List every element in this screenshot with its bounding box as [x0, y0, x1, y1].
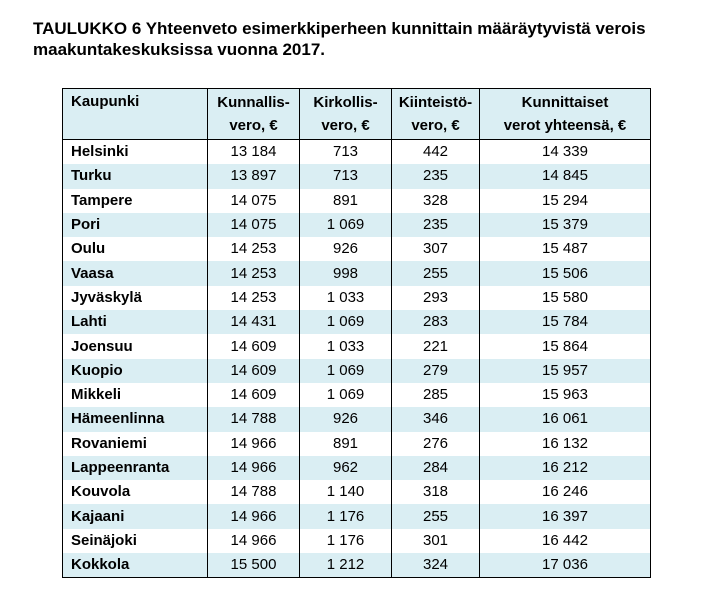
cell-total-tax: 16 397: [480, 504, 651, 528]
table-row: [63, 504, 651, 528]
cell-church-tax: 1 069: [300, 310, 392, 334]
cell-total-tax: 16 061: [480, 407, 651, 431]
cell-property-tax: 301: [392, 529, 480, 553]
cell-total-tax: 15 957: [480, 359, 651, 383]
cell-property-tax: 293: [392, 286, 480, 310]
cell-city: Hämeenlinna: [63, 407, 208, 431]
cell-city: Tampere: [63, 189, 208, 213]
table-row: [63, 286, 651, 310]
cell-municipal-tax: 15 500: [208, 553, 300, 578]
table-row: [63, 383, 651, 407]
cell-church-tax: 891: [300, 432, 392, 456]
cell-total-tax: 15 963: [480, 383, 651, 407]
cell-city: Kajaani: [63, 504, 208, 528]
cell-church-tax: 1 033: [300, 286, 392, 310]
table-row: [63, 553, 651, 578]
cell-church-tax: 1 069: [300, 359, 392, 383]
cell-church-tax: 891: [300, 189, 392, 213]
cell-church-tax: 1 069: [300, 383, 392, 407]
cell-church-tax: 1 033: [300, 334, 392, 358]
table-caption: [33, 18, 711, 60]
cell-total-tax: 14 339: [480, 140, 651, 165]
cell-church-tax: 1 212: [300, 553, 392, 578]
cell-property-tax: 279: [392, 359, 480, 383]
cell-total-tax: 15 864: [480, 334, 651, 358]
cell-property-tax: 307: [392, 237, 480, 261]
table-row: [63, 261, 651, 285]
tax-summary-table: [62, 88, 651, 578]
cell-church-tax: 1 176: [300, 529, 392, 553]
cell-city: Lahti: [63, 310, 208, 334]
cell-municipal-tax: 13 897: [208, 164, 300, 188]
cell-municipal-tax: 14 431: [208, 310, 300, 334]
cell-total-tax: 16 442: [480, 529, 651, 553]
cell-city: Mikkeli: [63, 383, 208, 407]
header-municipal-tax: Kunnallis- vero, €: [208, 89, 300, 140]
cell-church-tax: 713: [300, 140, 392, 165]
table-row: [63, 432, 651, 456]
table-row: [63, 310, 651, 334]
cell-city: Pori: [63, 213, 208, 237]
cell-city: Lappeenranta: [63, 456, 208, 480]
header-total-tax: Kunnittaiset verot yhteensä, €: [480, 89, 651, 140]
table-header-row: [63, 89, 651, 140]
table-row: [63, 407, 651, 431]
cell-city: Kuopio: [63, 359, 208, 383]
cell-municipal-tax: 14 966: [208, 529, 300, 553]
cell-municipal-tax: 14 966: [208, 456, 300, 480]
table-row: [63, 213, 651, 237]
cell-total-tax: 15 294: [480, 189, 651, 213]
table-row: [63, 359, 651, 383]
cell-total-tax: 16 132: [480, 432, 651, 456]
cell-total-tax: 15 506: [480, 261, 651, 285]
table-row: [63, 480, 651, 504]
cell-property-tax: 255: [392, 504, 480, 528]
cell-total-tax: 15 580: [480, 286, 651, 310]
cell-city: Jyväskylä: [63, 286, 208, 310]
cell-city: Vaasa: [63, 261, 208, 285]
cell-city: Rovaniemi: [63, 432, 208, 456]
caption-line-1: TAULUKKO 6 Yhteenveto esimerkkiperheen kunnittain määräytyvistä verois: [33, 19, 646, 38]
cell-municipal-tax: 14 966: [208, 504, 300, 528]
table-row: [63, 529, 651, 553]
cell-property-tax: 255: [392, 261, 480, 285]
caption-line-2: maakuntakeskuksissa vuonna 2017.: [33, 40, 325, 59]
cell-church-tax: 713: [300, 164, 392, 188]
cell-church-tax: 962: [300, 456, 392, 480]
cell-property-tax: 285: [392, 383, 480, 407]
cell-municipal-tax: 13 184: [208, 140, 300, 165]
cell-property-tax: 442: [392, 140, 480, 165]
table-row: [63, 456, 651, 480]
cell-property-tax: 346: [392, 407, 480, 431]
cell-municipal-tax: 14 609: [208, 334, 300, 358]
table-row: [63, 237, 651, 261]
table-row: [63, 334, 651, 358]
cell-total-tax: 16 246: [480, 480, 651, 504]
table-row: [63, 164, 651, 188]
cell-municipal-tax: 14 609: [208, 383, 300, 407]
cell-total-tax: 15 487: [480, 237, 651, 261]
cell-total-tax: 15 379: [480, 213, 651, 237]
cell-property-tax: 318: [392, 480, 480, 504]
cell-church-tax: 926: [300, 237, 392, 261]
cell-municipal-tax: 14 609: [208, 359, 300, 383]
cell-church-tax: 1 140: [300, 480, 392, 504]
table-row: [63, 189, 651, 213]
cell-municipal-tax: 14 075: [208, 213, 300, 237]
cell-total-tax: 17 036: [480, 553, 651, 578]
cell-church-tax: 998: [300, 261, 392, 285]
cell-city: Kouvola: [63, 480, 208, 504]
cell-property-tax: 276: [392, 432, 480, 456]
cell-municipal-tax: 14 966: [208, 432, 300, 456]
cell-property-tax: 235: [392, 164, 480, 188]
cell-city: Turku: [63, 164, 208, 188]
cell-city: Kokkola: [63, 553, 208, 578]
cell-property-tax: 283: [392, 310, 480, 334]
header-property-tax: Kiinteistö- vero, €: [392, 89, 480, 140]
cell-municipal-tax: 14 253: [208, 261, 300, 285]
cell-total-tax: 15 784: [480, 310, 651, 334]
cell-municipal-tax: 14 253: [208, 286, 300, 310]
cell-property-tax: 328: [392, 189, 480, 213]
cell-city: Seinäjoki: [63, 529, 208, 553]
cell-city: Helsinki: [63, 140, 208, 165]
cell-church-tax: 926: [300, 407, 392, 431]
cell-church-tax: 1 069: [300, 213, 392, 237]
cell-property-tax: 235: [392, 213, 480, 237]
header-church-tax: Kirkollis- vero, €: [300, 89, 392, 140]
cell-property-tax: 221: [392, 334, 480, 358]
cell-property-tax: 284: [392, 456, 480, 480]
cell-municipal-tax: 14 075: [208, 189, 300, 213]
cell-church-tax: 1 176: [300, 504, 392, 528]
cell-total-tax: 14 845: [480, 164, 651, 188]
cell-property-tax: 324: [392, 553, 480, 578]
header-city: Kaupunki: [63, 89, 208, 140]
cell-municipal-tax: 14 253: [208, 237, 300, 261]
cell-city: Oulu: [63, 237, 208, 261]
table-row: [63, 140, 651, 165]
cell-municipal-tax: 14 788: [208, 407, 300, 431]
cell-city: Joensuu: [63, 334, 208, 358]
cell-total-tax: 16 212: [480, 456, 651, 480]
cell-municipal-tax: 14 788: [208, 480, 300, 504]
